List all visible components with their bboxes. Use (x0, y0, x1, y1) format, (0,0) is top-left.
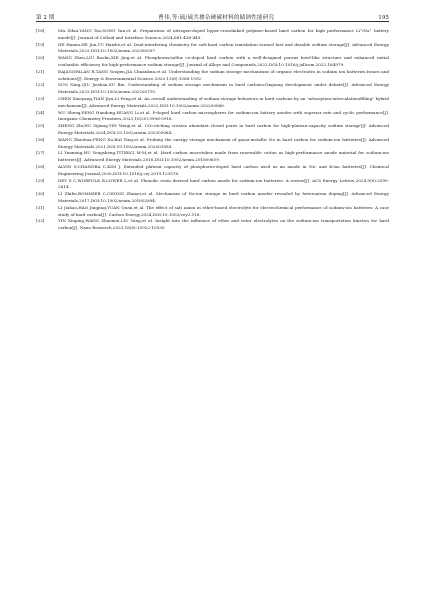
reference-text: LI Yunming,HU Yongsheng,TITIRICI M-M,et al. Hard carbon microtubes made from renewable cotton as high-performance anode material for sodium-ion batteries[J]. Advanced Energy Materials,2016,DOI:10.1002/aenm.201600659. (58, 150, 389, 163)
reference-number: [23] (36, 95, 45, 101)
reference-number: [19] (36, 41, 45, 47)
reference-text: ALVIN S,CHANDRA C,KIM J. Extended plateau capacity of phosphorus-doped hard carbon used as an anode in Na- and K-ion batteries[J]. Chemical Engineering Journal,2020,DOI:10.1016/j.cej.2019.123576. (58, 163, 389, 176)
reference-text: DEY S C,WORFOLK B,LOWER L,et al. Phenolic resin derived hard carbon anode for sodium-ion batteries: A review[J]. ACS Energy Letters,2024,9(6):2590-2614. (58, 177, 389, 190)
reference-number: [30] (36, 191, 45, 197)
reference-text: WANG Zhen,LIU Baolin,XIE Jing,et al. Phosphorus/sulfur co-doped hard carbon with a well-designed porous bowl-like structure and enhanced initial coulombic efficiency for high-performance sodium storage[J]. Journal of Alloys and Compounds,2022,DOI:10.1016/j.jallcom.2022.164979. (58, 55, 389, 67)
reference-item (36, 123, 389, 137)
issue-label: 第 2 期 (36, 15, 55, 21)
reference-text: WU Sheng,PENG Handong,HUANG Li,et al. P-doped hard carbon microspheres for sodium-ion battery anodes with superior rate and cyclic performance[J]. Inorganic Chemistry Frontiers,2023,10(20):5908-5918. (58, 109, 389, 122)
reference-text: LI Zhifei,BOMMIER C,CHONG Zhimei,et al. Mechanism of Na-ion storage in hard carbon anodes revealed by heteroatom doping[J]. Advanced Energy Materials,2017,DOI:10.1002/aenm.201602894. (58, 191, 389, 203)
reference-number: [28] (36, 163, 45, 169)
reference-item (36, 28, 389, 42)
reference-item (36, 164, 389, 178)
reference-item (36, 110, 389, 124)
reference-item (36, 150, 389, 164)
reference-number: [24] (36, 109, 45, 115)
reference-item (36, 205, 389, 219)
reference-number: [27] (36, 150, 45, 156)
reference-text: CHEN Xiaoyang,TIAN Jiyu,LI Peng,et al. An overall understanding of sodium storage behaviors in hard carbons by an "adsorption-intercalation/filling" hybrid mechanism[J]. Advanced Energy Materials,2022,DOI:10.1002/aenm.202200886. (58, 95, 389, 108)
reference-text: RAJAGOPALAN R,TANG Yougen,JIA Chuankun,et al. Understanding the sodium storage mechanisms of organic electrodes in sodium ion batteries:Issues and solutions[J]. Energy & Environmental Science,2020,13(6):1568-1592. (58, 68, 389, 81)
reference-number: [32] (36, 218, 45, 224)
reference-item (36, 55, 389, 69)
reference-text: LI Jiahao,HAO Jingjing,YUAN Quan,et al. The effect of salt anion in ether-based electrolyte for electrochemical performance of sodium-ion batteries: A case study of hard carbon[J]. Carbon Energy,2024,DOI:10.1002/cey2.518. (58, 204, 389, 217)
reference-list (36, 28, 389, 232)
reference-number: [25] (36, 123, 45, 129)
reference-number: [26] (36, 136, 45, 142)
reference-text: ZHENG Zhi,HU Sijiang,YIN Wenji,et al. CO₂-etching creates abundant closed pores in hard carbon for high-plateau-capacity sodium storage[J]. Advanced Energy Materials,2024,DOI:10.1002/aenm.202303064. (58, 123, 389, 135)
reference-item (36, 42, 389, 56)
reference-item (36, 69, 389, 83)
page-number: 195 (378, 15, 389, 21)
running-title: 曹伟,等:硫/硫共掺杂硬碳材料的储钠性能研究 (158, 15, 275, 21)
reference-number: [22] (36, 82, 45, 88)
reference-item (36, 218, 389, 232)
reference-text: YIN Xiuping,WANG Zhaomin,LIU Yang,et al. Insight into the influence of ether and ester electrolytes on the sodium-ion transportation kinetics for hard carbon[J]. Nano Research,2023,16(8):10922-10930. (58, 218, 389, 231)
reference-item (36, 82, 389, 96)
reference-item (36, 96, 389, 110)
reference-text: HE Hanna,HE Jun,YU Haizhe,et al. Dual-interfering chemistry for soft-hard carbon translation toward fast and durable sodium storage[J]. Advanced Energy Materials,2023,DOI:10.1002/aenm.202300357. (58, 41, 389, 54)
reference-number: [29] (36, 177, 45, 183)
reference-text: SUN Ning,QIU Jieshan,XU Bin. Understanding of sodium storage mechanism in hard carbons:Ongoing development under debate[J]. Advanced Energy Materials,2022,DOI:10.1002/aenm.202200715. (58, 82, 389, 95)
running-header (36, 0, 389, 22)
reference-number: [31] (36, 204, 45, 210)
reference-text: WANG Zhaohua,FENG Xu,BAI Ying,et al. Probing the energy storage mechanism of quasi-metallic Na in hard carbon for sodium-ion batteries[J]. Advanced Energy Materials,2021,DOI:10.1002/aenm.202003854. (58, 136, 389, 149)
reference-item (36, 191, 389, 205)
reference-number: [21] (36, 68, 45, 74)
reference-item (36, 137, 389, 151)
reference-number: [18] (36, 28, 45, 33)
reference-text: MA Zihui,YANG Tao,SONG Yan,et al. Preparation of nitrogen-doped hyper-crosslinked polymer-based hard carbon for high performance Li⁺/Na⁺ battery anode[J]. Journal of Colloid and Interface Science,2024,661:436-449. (58, 28, 389, 40)
reference-number: [20] (36, 55, 45, 61)
reference-item (36, 178, 389, 192)
